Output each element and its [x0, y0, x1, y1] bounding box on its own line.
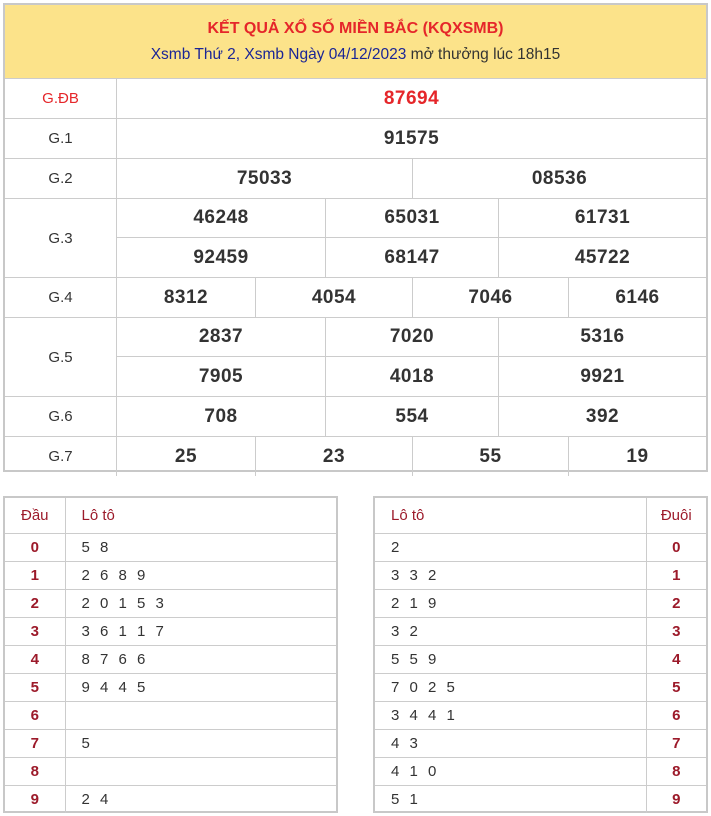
digit-key: 3: [5, 617, 65, 645]
loto-values: 3 2: [375, 617, 646, 645]
prize-number: 55: [413, 437, 569, 476]
prize-number: 25: [117, 437, 256, 476]
loto-row: [375, 589, 706, 617]
loto-row: [5, 533, 336, 561]
prize-row-g3: [5, 199, 706, 278]
loto-row: [375, 729, 706, 757]
prize-number: 392: [585, 405, 620, 427]
prize-row-g1: [5, 119, 706, 159]
digit-key: 4: [646, 645, 706, 673]
prize-label: G.4: [5, 278, 117, 317]
loto-values: 8 7 6 6: [65, 645, 336, 673]
loto-row: [375, 673, 706, 701]
loto-values: 5 8: [65, 533, 336, 561]
digit-key: 9: [5, 785, 65, 813]
prize-number: 92459: [117, 238, 326, 277]
prize-number: 65031: [326, 199, 499, 237]
prize-number: 8312: [117, 278, 256, 317]
digit-key: 2: [646, 589, 706, 617]
prize-number: 7020: [326, 318, 499, 356]
loto-values: 3 6 1 1 7: [65, 617, 336, 645]
prize-row-db: [5, 79, 706, 119]
loto-values: 4 1 0: [375, 757, 646, 785]
loto-values: 5: [65, 729, 336, 757]
prize-number: 08536: [531, 167, 588, 189]
prize-label: G.1: [5, 119, 117, 158]
prize-number: 708: [117, 397, 326, 436]
loto-values: 7 0 2 5: [375, 673, 646, 701]
loto-row: [5, 785, 336, 813]
loto-values: 5 1: [375, 785, 646, 813]
prize-number: 87694: [383, 87, 440, 109]
prize-row-g4: [5, 278, 706, 318]
loto-values: 2 1 9: [375, 589, 646, 617]
loto-row: [375, 701, 706, 729]
prize-number: 61731: [574, 207, 631, 228]
prize-number: 45722: [574, 246, 631, 268]
prize-row-g5: [5, 318, 706, 397]
prize-number: 19: [626, 445, 649, 467]
prize-label: G.5: [5, 318, 117, 396]
loto-row: [375, 533, 706, 561]
loto-values: [65, 757, 336, 785]
date-link[interactable]: Xsmb Thứ 2, Xsmb Ngày 04/12/2023: [150, 46, 407, 63]
digit-key: 2: [5, 589, 65, 617]
loto-row: [5, 757, 336, 785]
loto-row: [5, 645, 336, 673]
prize-row-g7: [5, 437, 706, 476]
prize-number: 23: [256, 437, 413, 476]
prize-label: G.3: [5, 199, 117, 277]
prize-number: 4054: [256, 278, 413, 317]
prize-number: 9921: [580, 365, 625, 387]
digit-key: 6: [646, 701, 706, 729]
loto-values: 5 5 9: [375, 645, 646, 673]
prize-row-g6: [5, 397, 706, 437]
digit-key: 6: [5, 701, 65, 729]
prize-number: 7046: [413, 278, 569, 317]
prize-label: G.7: [5, 437, 117, 476]
digit-key: 5: [5, 673, 65, 701]
loto-row: [5, 589, 336, 617]
prize-number: 68147: [326, 238, 499, 277]
digit-key: 7: [5, 729, 65, 757]
loto-row: [5, 673, 336, 701]
prize-number: 5316: [580, 326, 625, 347]
prize-number: 75033: [117, 159, 413, 198]
digit-key: 3: [646, 617, 706, 645]
prize-row-g2: [5, 159, 706, 199]
results-title: KẾT QUẢ XỔ SỐ MIỀN BẮC (KQXSMB): [207, 20, 504, 37]
prize-label: G.ĐB: [5, 79, 117, 118]
loto-values: 3 4 4 1: [375, 701, 646, 729]
digit-key: 7: [646, 729, 706, 757]
digit-key: 8: [5, 757, 65, 785]
loto-row: [375, 645, 706, 673]
digit-key: 0: [5, 533, 65, 561]
digit-key: 5: [646, 673, 706, 701]
prize-number: 91575: [383, 127, 440, 149]
loto-values: [65, 701, 336, 729]
loto-row: [5, 701, 336, 729]
prize-number: 554: [326, 397, 499, 436]
loto-values: 4 3: [375, 729, 646, 757]
column-header: Lô tô: [65, 498, 336, 533]
digit-key: 4: [5, 645, 65, 673]
digit-key: 1: [5, 561, 65, 589]
loto-values: 2 0 1 5 3: [65, 589, 336, 617]
loto-row: [5, 617, 336, 645]
digit-key: 0: [646, 533, 706, 561]
prize-number: 6146: [615, 286, 660, 308]
prize-number: 4018: [326, 357, 499, 396]
column-header: Đầu: [5, 498, 65, 533]
digit-key: 1: [646, 561, 706, 589]
loto-row: [5, 729, 336, 757]
loto-values: 2: [375, 533, 646, 561]
loto-values: 9 4 4 5: [65, 673, 336, 701]
prize-number: 2837: [117, 318, 326, 356]
results-header: [5, 5, 706, 79]
prize-label: G.6: [5, 397, 117, 436]
loto-row: [375, 617, 706, 645]
results-table: [3, 3, 708, 472]
loto-row: [375, 561, 706, 589]
column-header: Lô tô: [375, 498, 646, 533]
loto-row: [375, 757, 706, 785]
digit-key: 9: [672, 790, 681, 808]
column-header: Đuôi: [646, 498, 706, 533]
digit-key: 8: [646, 757, 706, 785]
prize-label: G.2: [5, 159, 117, 198]
loto-values: 2 6 8 9: [65, 561, 336, 589]
prize-number: 7905: [117, 357, 326, 396]
duoi-table: [373, 496, 708, 813]
loto-row: [5, 561, 336, 589]
loto-values: 3 3 2: [375, 561, 646, 589]
prize-number: 46248: [117, 199, 326, 237]
draw-time: mở thưởng lúc 18h15: [406, 46, 561, 63]
loto-row: [375, 785, 706, 813]
loto-values: 2 4: [81, 790, 112, 808]
dau-table: [3, 496, 338, 813]
